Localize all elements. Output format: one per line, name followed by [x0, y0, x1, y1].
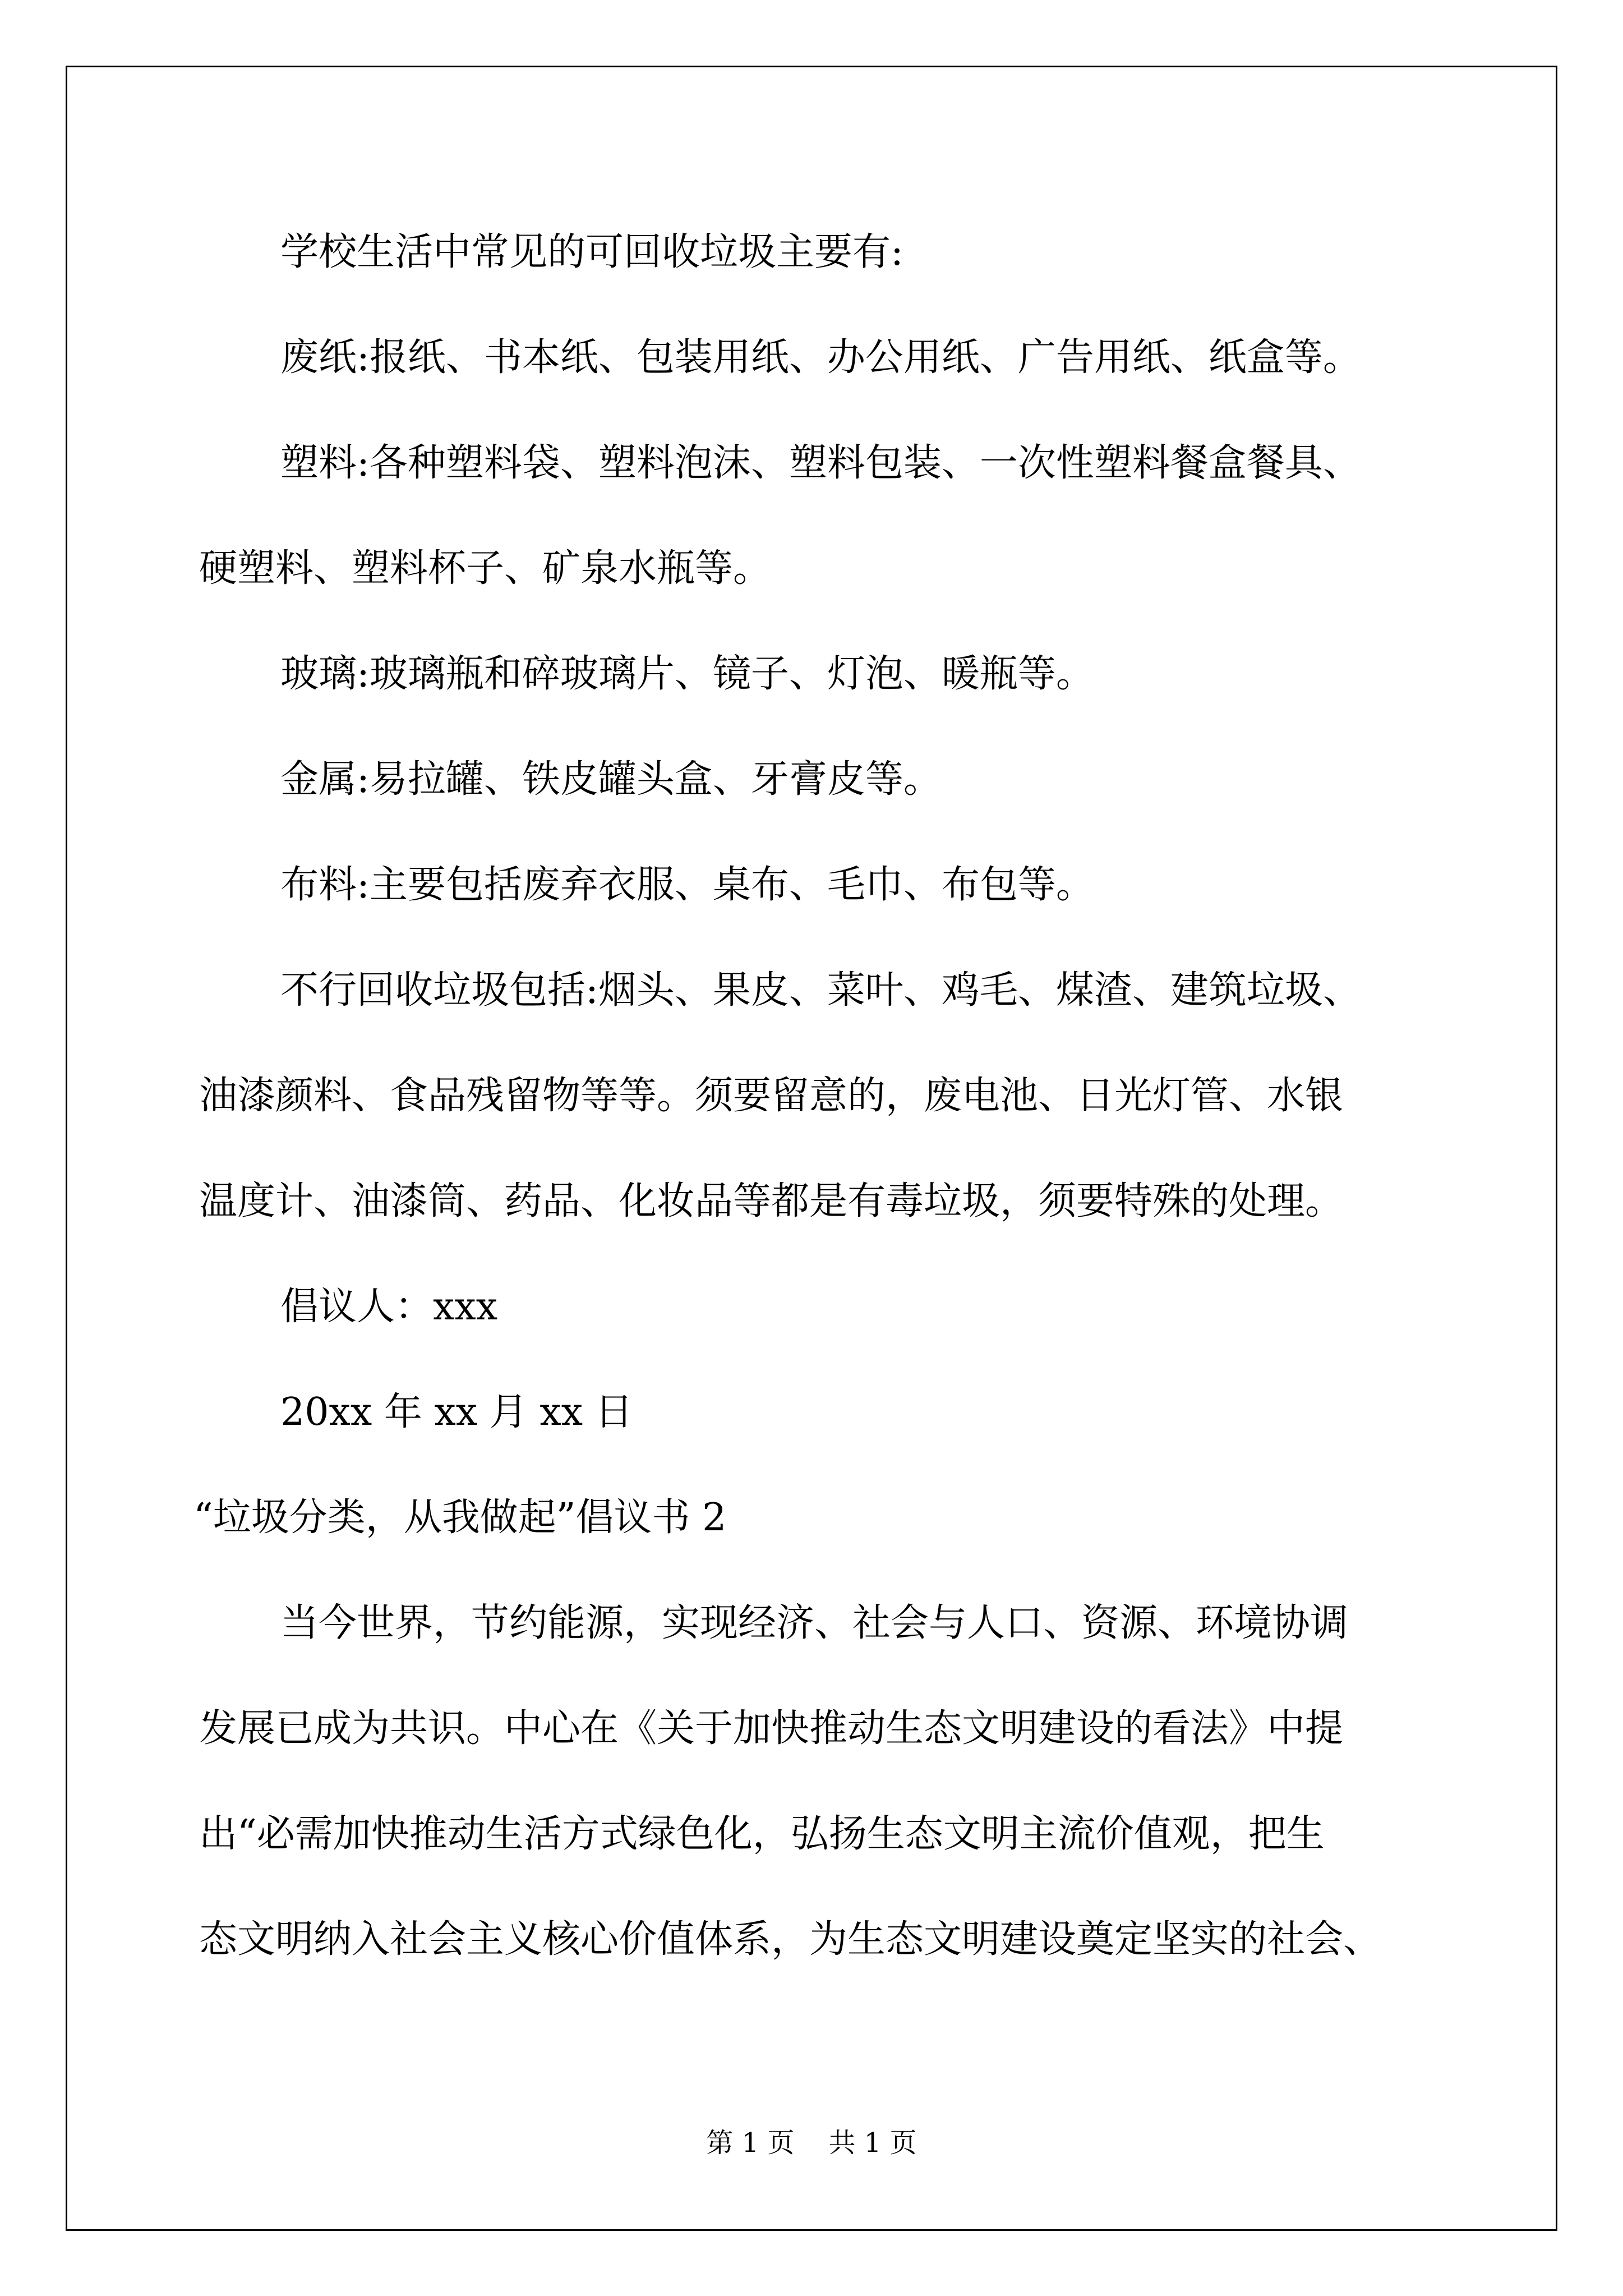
- paragraph-nonrecyclable-line-2: 油漆颜料、食品残留物等等。须要留意的，废电池、日光灯管、水银: [199, 1074, 1344, 1118]
- date-line: 20xx 年 xx 月 xx 日: [280, 1390, 633, 1434]
- paragraph-fabric: 布料:主要包括废弃衣服、桌布、毛巾、布包等。: [280, 863, 1094, 907]
- paragraph-glass: 玻璃:玻璃瓶和碎玻璃片、镜子、灯泡、暖瓶等。: [280, 652, 1094, 696]
- paragraph-intro-line-3: 出“必需加快推动生活方式绿色化，弘扬生态文明主流价值观，把生: [199, 1812, 1325, 1856]
- signature-line: 倡议人：xxx: [280, 1285, 498, 1329]
- paragraph-waste-paper: 废纸:报纸、书本纸、包装用纸、办公用纸、广告用纸、纸盒等。: [280, 335, 1361, 380]
- section-title: “垃圾分类，从我做起”倡议书 2: [193, 1496, 727, 1540]
- paragraph-nonrecyclable-line-1: 不行回收垃圾包括:烟头、果皮、菜叶、鸡毛、煤渣、建筑垃圾、: [280, 968, 1361, 1013]
- paragraph-intro-line-4: 态文明纳入社会主义核心价值体系，为生态文明建设奠定坚实的社会、: [199, 1917, 1382, 1962]
- paragraph-intro-line-1: 当今世界，节约能源，实现经济、社会与人口、资源、环境协调: [280, 1601, 1349, 1645]
- paragraph-plastics-line-1: 塑料:各种塑料袋、塑料泡沫、塑料包装、一次性塑料餐盒餐具、: [280, 441, 1361, 485]
- page-footer: 第 1 页 共 1 页: [706, 2127, 917, 2159]
- paragraph-plastics-line-2: 硬塑料、塑料杯子、矿泉水瓶等。: [199, 546, 772, 591]
- paragraph-recyclables-intro: 学校生活中常见的可回收垃圾主要有:: [280, 230, 903, 274]
- page-border: [66, 66, 1557, 2231]
- paragraph-nonrecyclable-line-3: 温度计、油漆筒、药品、化妆品等都是有毒垃圾，须要特殊的处理。: [199, 1179, 1344, 1223]
- paragraph-metal: 金属:易拉罐、铁皮罐头盒、牙膏皮等。: [280, 757, 942, 802]
- paragraph-intro-line-2: 发展已成为共识。中心在《关于加快推动生态文明建设的看法》中提: [199, 1706, 1344, 1751]
